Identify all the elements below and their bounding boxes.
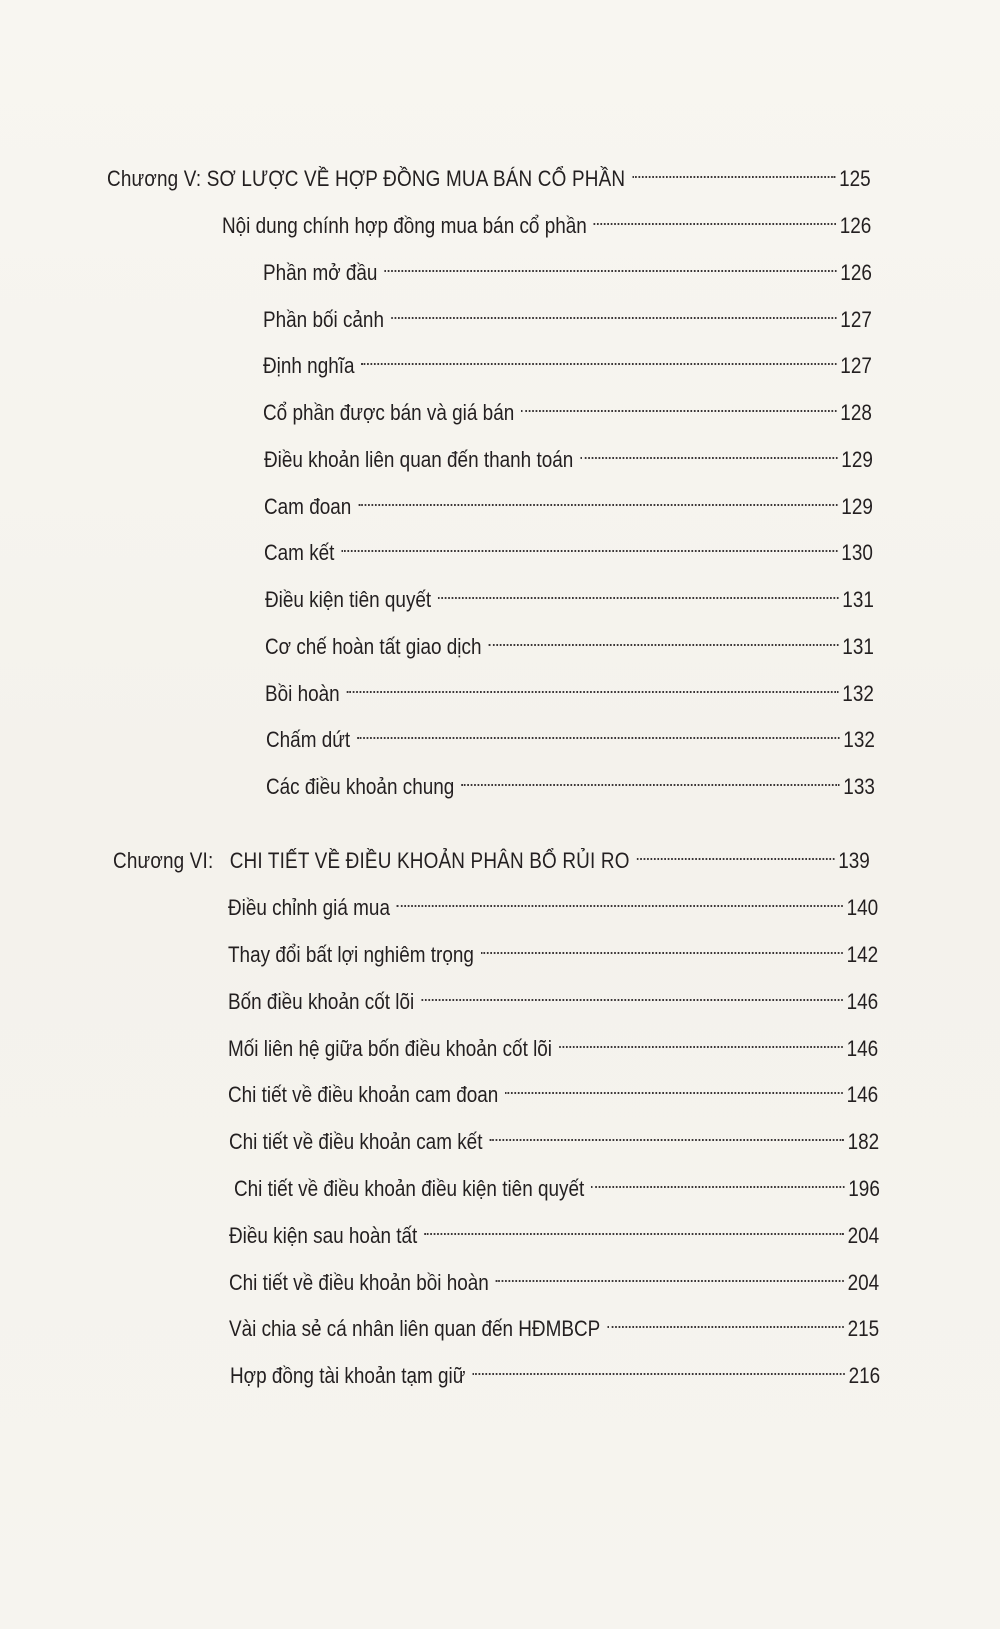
toc-item bbox=[228, 1068, 879, 1107]
toc-page-number: 126 bbox=[839, 213, 872, 238]
toc-page-number: 125 bbox=[839, 166, 871, 191]
toc-item bbox=[263, 246, 872, 285]
toc-item bbox=[230, 1349, 881, 1388]
toc-item bbox=[263, 386, 872, 425]
toc-item-title: Điều kiện tiên quyết bbox=[265, 587, 432, 612]
toc-leader-dots bbox=[347, 667, 839, 701]
toc-page-number: 133 bbox=[843, 774, 875, 799]
toc-page-number: 127 bbox=[840, 307, 872, 332]
toc-item-title: Định nghĩa bbox=[263, 353, 355, 378]
toc-item-title: Các điều khoản chung bbox=[266, 774, 455, 799]
toc-item bbox=[229, 1115, 880, 1154]
toc-leader-dots bbox=[438, 573, 839, 607]
toc-item bbox=[265, 620, 874, 659]
toc-leader-dots bbox=[357, 713, 840, 747]
toc-item bbox=[228, 928, 879, 967]
toc-leader-dots bbox=[341, 526, 838, 560]
toc-leader-dots bbox=[384, 246, 837, 280]
toc-item-title: Phần bối cảnh bbox=[263, 307, 384, 332]
toc-leader-dots bbox=[424, 1209, 844, 1243]
toc-page-number: 128 bbox=[840, 400, 872, 425]
toc-page-number: 129 bbox=[841, 494, 873, 519]
toc-item bbox=[264, 480, 873, 519]
toc-page-number: 131 bbox=[842, 587, 874, 612]
toc-item-title: Vài chia sẻ cá nhân liên quan đến HĐMBCP bbox=[229, 1316, 601, 1341]
toc-leader-dots bbox=[391, 293, 837, 327]
toc-page-number: 146 bbox=[846, 1082, 879, 1107]
toc-page-number: 204 bbox=[847, 1223, 880, 1248]
toc-section bbox=[222, 199, 872, 238]
toc-page-number: 130 bbox=[841, 540, 873, 565]
toc-leader-dots bbox=[461, 760, 840, 794]
toc-item-title: Thay đổi bất lợi nghiêm trọng bbox=[228, 942, 474, 967]
toc-item bbox=[229, 1302, 880, 1341]
toc-item-title: Phần mở đầu bbox=[263, 260, 378, 285]
toc-item bbox=[263, 293, 872, 332]
toc-item bbox=[265, 573, 874, 612]
toc-chapter-title: Chương VI: CHI TIẾT VỀ ĐIỀU KHOẢN PHÂN BỔ RỦI RO bbox=[113, 848, 630, 873]
toc-item-title: Điều khoản liên quan đến thanh toán bbox=[264, 447, 574, 472]
toc-page-number: 215 bbox=[847, 1316, 880, 1341]
toc-item-title: Điều chỉnh giá mua bbox=[228, 895, 390, 920]
toc-item bbox=[228, 881, 879, 920]
toc-item bbox=[228, 1022, 879, 1061]
toc-item-title: Cơ chế hoàn tất giao dịch bbox=[265, 634, 482, 659]
toc-page-number: 132 bbox=[842, 681, 874, 706]
toc-page-number: 139 bbox=[838, 848, 870, 873]
toc-item bbox=[266, 760, 875, 799]
toc-item bbox=[263, 339, 872, 378]
toc-item-title: Chi tiết về điều khoản cam đoan bbox=[228, 1082, 499, 1107]
toc-page-number: 129 bbox=[841, 447, 873, 472]
toc-page-number: 196 bbox=[848, 1176, 880, 1201]
toc-item bbox=[264, 433, 873, 472]
toc-item-title: Bồi hoàn bbox=[265, 681, 340, 706]
toc-page-number: 142 bbox=[846, 942, 879, 967]
toc-item bbox=[264, 526, 873, 565]
toc-page-number: 204 bbox=[847, 1270, 880, 1295]
toc-item-title: Chi tiết về điều khoản điều kiện tiên quyết bbox=[234, 1176, 585, 1201]
toc-leader-dots bbox=[591, 1162, 845, 1196]
toc-leader-dots bbox=[559, 1022, 843, 1056]
toc-leader-dots bbox=[397, 881, 843, 915]
toc-item bbox=[266, 713, 875, 752]
toc-leader-dots bbox=[489, 1115, 844, 1149]
toc-leader-dots bbox=[580, 433, 838, 467]
toc-page-number: 182 bbox=[847, 1129, 880, 1154]
toc-item bbox=[229, 1209, 880, 1248]
toc-leader-dots bbox=[472, 1349, 845, 1383]
toc-item-title: Chi tiết về điều khoản cam kết bbox=[229, 1129, 483, 1154]
toc-chapter-5 bbox=[107, 152, 871, 191]
toc-item bbox=[228, 975, 879, 1014]
toc-item-title: Chi tiết về điều khoản bồi hoàn bbox=[229, 1270, 489, 1295]
toc-leader-dots bbox=[632, 152, 836, 186]
toc-page-number: 127 bbox=[840, 353, 872, 378]
toc-leader-dots bbox=[361, 339, 836, 373]
toc-item-title: Cổ phần được bán và giá bán bbox=[263, 400, 515, 425]
toc-leader-dots bbox=[521, 386, 837, 420]
toc-item-title: Điều kiện sau hoàn tất bbox=[229, 1223, 418, 1248]
toc-leader-dots bbox=[358, 480, 838, 514]
toc-leader-dots bbox=[636, 834, 834, 868]
toc-page-number: 132 bbox=[843, 727, 875, 752]
toc-item-title: Hợp đồng tài khoản tạm giữ bbox=[230, 1363, 466, 1388]
toc-leader-dots bbox=[496, 1256, 844, 1290]
toc-item-title: Bốn điều khoản cốt lõi bbox=[228, 989, 415, 1014]
toc-chapter-6 bbox=[113, 834, 870, 873]
toc-item bbox=[234, 1162, 880, 1201]
toc-leader-dots bbox=[594, 199, 837, 233]
toc-page-number: 146 bbox=[846, 1036, 879, 1061]
toc-page-number: 146 bbox=[846, 989, 879, 1014]
toc-leader-dots bbox=[481, 928, 843, 962]
toc-page-number: 140 bbox=[846, 895, 879, 920]
toc-item-title: Chấm dứt bbox=[266, 727, 351, 752]
toc-leader-dots bbox=[488, 620, 839, 654]
toc-item bbox=[229, 1256, 880, 1295]
toc-item-title: Cam đoan bbox=[264, 494, 352, 519]
toc-chapter-title: Chương V: SƠ LƯỢC VỀ HỢP ĐỒNG MUA BÁN CỔ PHẦN bbox=[107, 166, 626, 191]
toc-page-number: 126 bbox=[840, 260, 872, 285]
toc-leader-dots bbox=[607, 1302, 844, 1336]
toc-leader-dots bbox=[505, 1068, 843, 1102]
toc-leader-dots bbox=[421, 975, 843, 1009]
toc-page-number: 216 bbox=[848, 1363, 881, 1388]
toc-item bbox=[265, 667, 874, 706]
toc-item-title: Cam kết bbox=[264, 540, 335, 565]
toc-item-title: Mối liên hệ giữa bốn điều khoản cốt lõi bbox=[228, 1036, 553, 1061]
toc-section-title: Nội dung chính hợp đồng mua bán cổ phần bbox=[222, 213, 587, 238]
toc-page-number: 131 bbox=[842, 634, 874, 659]
